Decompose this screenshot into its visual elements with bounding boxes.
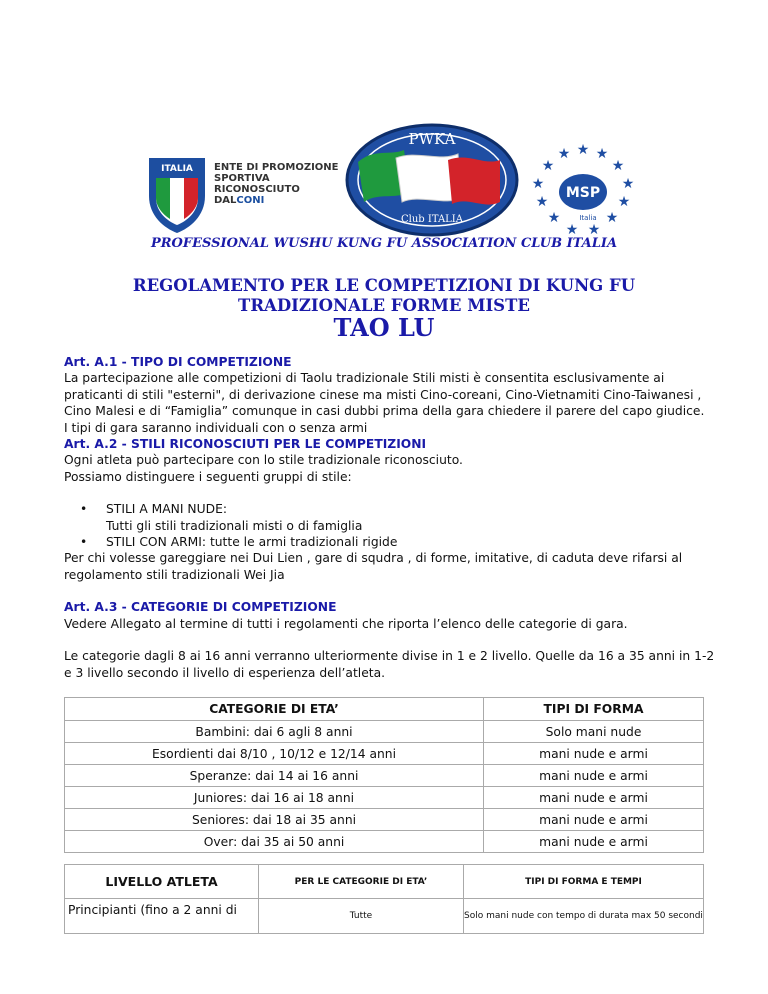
table-header-cell: LIVELLO ATLETA [65,865,259,899]
svg-text:★: ★ [547,210,561,226]
section-a2-paragraph-2: Possiamo distinguere i seguenti gruppi di stile: [64,469,352,484]
style-groups-list [64,501,724,550]
italia-shield-logo [146,156,208,234]
svg-text:★: ★ [605,210,619,226]
svg-text:★: ★ [541,158,555,174]
svg-text:★: ★ [621,176,635,192]
athlete-level-table [64,864,704,934]
section-a1-paragraph-2: I tipi di gara saranno individuali con o senza armi [64,420,368,435]
table-cell: Solo mani nude con tempo di durata max 50 secondi [464,899,704,934]
section-heading-a1: Art. A.1 - TIPO DI COMPETIZIONE [64,355,292,369]
table-row [65,831,704,853]
table-cell: Esordienti dai 8/10 , 10/12 e 12/14 anni [65,743,484,765]
table-cell: Seniores: dai 18 ai 35 anni [65,809,484,831]
document-title-line2: TRADIZIONALE FORME MISTE [238,296,530,315]
pwka-subtitle: Club ITALIA [401,214,463,225]
table-cell: Bambini: dai 6 agli 8 anni [65,721,484,743]
table-cell: Solo mani nude [484,721,704,743]
table-row [65,743,704,765]
svg-text:★: ★ [617,194,631,210]
svg-text:★: ★ [557,146,571,162]
table-cell: Juniores: dai 16 ai 18 anni [65,787,484,809]
section-heading-a3: Art. A.3 - CATEGORIE DI COMPETIZIONE [64,600,337,615]
header-logos [0,118,768,236]
table-header-cell: PER LE CATEGORIE DI ETA’ [259,865,464,899]
table-cell: mani nude e armi [484,787,704,809]
ente-promozione-text: ENTE DI PROMOZIONE SPORTIVA RICONOSCIUTO DALCONI [214,162,339,206]
table-cell: mani nude e armi [484,809,704,831]
section-heading-a2: Art. A.2 - STILI RICONOSCIUTI PER LE COMPETIZIONI [64,437,427,452]
svg-text:★: ★ [531,176,545,192]
svg-text:★: ★ [587,222,601,238]
svg-text:★: ★ [565,222,579,238]
table-cell: Tutte [259,899,464,934]
msp-italia-logo [528,140,638,240]
table-cell: mani nude e armi [484,765,704,787]
list-item: • STILI CON ARMI: tutte le armi tradizionali rigide [64,534,724,550]
table-row [65,721,704,743]
section-a3-paragraph-2: Le categorie dagli 8 ai 16 anni verranno ulteriormente divise in 1 e 2 livello. Quelle da 16 a 35 anni in 1-2 e 3 livello secondo il livello di esperienza dell’atleta. [64,649,715,680]
association-name: PROFESSIONAL WUSHU KUNG FU ASSOCIATION CLUB ITALIA [150,236,618,251]
table-row [65,765,704,787]
section-a1-paragraph: La partecipazione alle competizioni di Taolu tradizionale Stili misti è consentita esclusivamente ai praticanti di stili "esterni", di derivazione cinese ma misti Cino-coreani, Cino-Vietnamiti Cino-Taiwanesi , Cino Malesi e di “Famiglia” comunque in casi dubbi prima della gara chiedere il parere del capo giudice. [64,371,705,419]
table-row [65,787,704,809]
document-body [64,354,724,681]
svg-text:★: ★ [595,146,609,162]
table-header-cell: TIPI DI FORMA E TEMPI [464,865,704,899]
document-title-tao-lu: TAO LU [333,313,435,342]
table-cell: mani nude e armi [484,743,704,765]
table-row [65,809,704,831]
table-cell: mani nude e armi [484,831,704,853]
svg-text:★: ★ [611,158,625,174]
section-a2-paragraph-1: Ogni atleta può partecipare con lo stile tradizionale riconosciuto. [64,453,463,468]
age-categories-table [64,697,704,853]
table-header-cell: CATEGORIE DI ETA’ [65,698,484,721]
shield-label: ITALIA [161,164,193,174]
section-a2-paragraph-3: Per chi volesse gareggiare nei Dui Lien , gare di squdra , di forme, imitative, di caduta deve rifarsi al regolamento stili tradizionali Wei Jia [64,551,683,582]
svg-text:★: ★ [535,194,549,210]
msp-sublabel: Italia [579,214,597,222]
table-cell: Over: dai 35 ai 50 anni [65,831,484,853]
document-title-line1: REGOLAMENTO PER LE COMPETIZIONI DI KUNG FU [132,276,636,295]
msp-label: MSP [565,185,601,201]
svg-text:★: ★ [576,142,590,158]
table-header-row [65,698,704,721]
list-item: • STILI A MANI NUDE: Tutti gli stili tradizionali misti o di famiglia [64,501,724,534]
table-row [65,899,704,934]
pwka-club-logo [344,122,520,238]
section-a3-paragraph-1: Vedere Allegato al termine di tutti i regolamenti che riporta l’elenco delle categorie di gara. [64,616,628,631]
taolu-link[interactable]: Taolu [300,371,333,386]
pwka-title: PWKA [408,130,456,148]
table-header-cell: TIPI DI FORMA [484,698,704,721]
table-header-row [65,865,704,899]
table-cell: Principianti (fino a 2 anni di [65,899,259,934]
table-cell: Speranze: dai 14 ai 16 anni [65,765,484,787]
